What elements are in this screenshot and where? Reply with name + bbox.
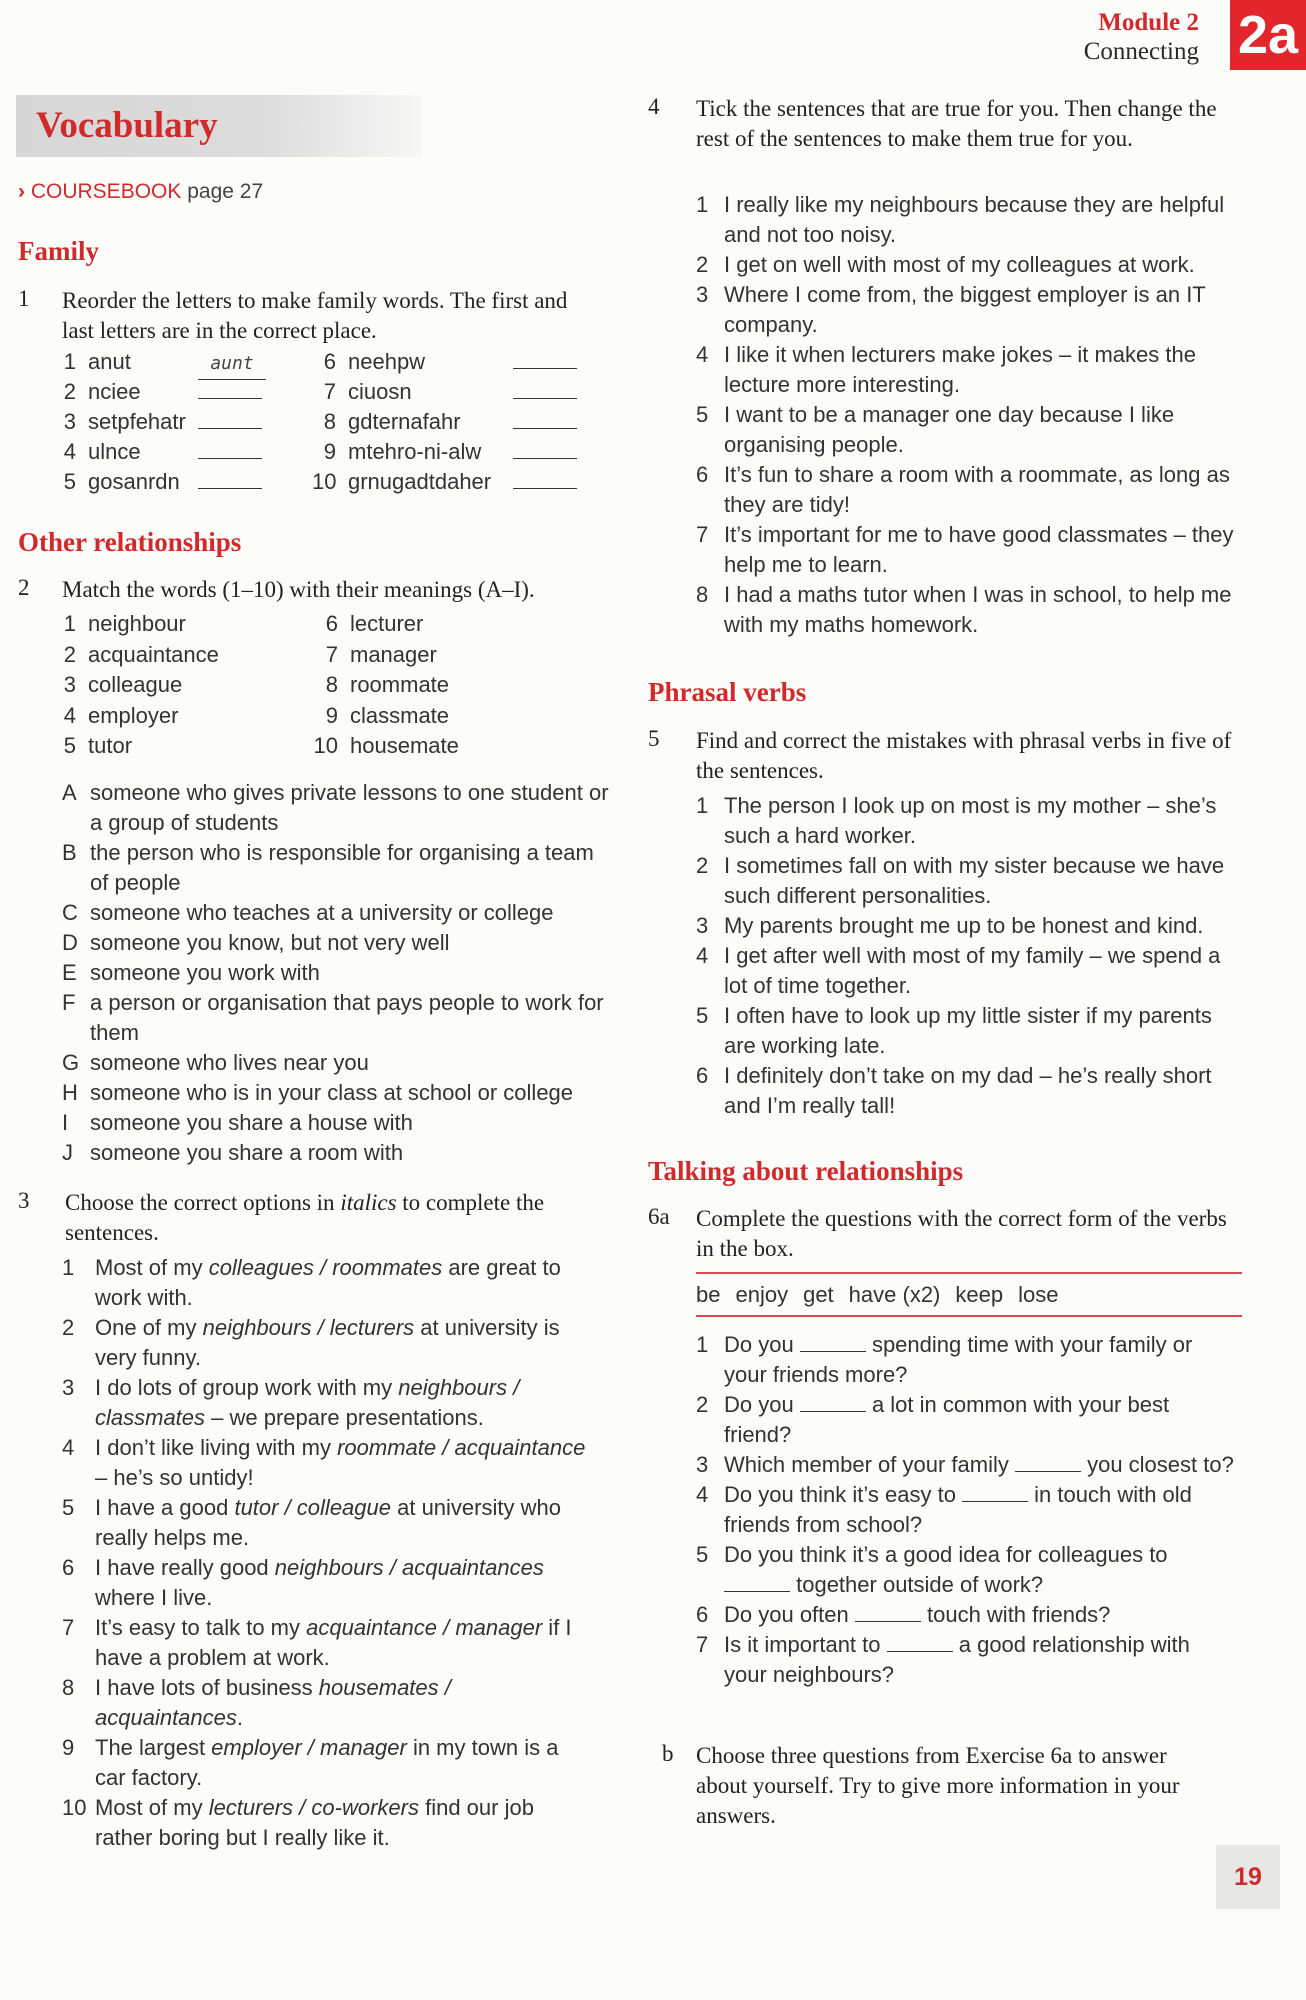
meaning-text: someone you know, but not very well: [90, 930, 450, 955]
page-number: 19: [1216, 1845, 1280, 1909]
relationship-word: employer: [88, 702, 179, 728]
item-number: 5: [696, 402, 709, 427]
sentence-text: [62, 1493, 595, 1553]
meaning-letter: C: [62, 900, 78, 925]
ex3-sentence: [62, 1733, 622, 1793]
vocabulary-banner: [16, 95, 422, 157]
module-subtitle: Connecting: [1083, 38, 1199, 65]
ex4-sentence: [696, 400, 1241, 460]
ex6a-question: [696, 1390, 1241, 1450]
option-choices[interactable]: colleagues / roommates: [208, 1255, 443, 1280]
ex1-item: [312, 467, 612, 497]
item-number: 3: [63, 409, 76, 434]
option-choices[interactable]: lecturers / co-workers: [208, 1795, 419, 1820]
question-post: you closest to?: [1080, 1452, 1234, 1477]
meaning-item: [62, 1078, 622, 1108]
ex5-sentences: [696, 791, 1241, 1121]
ex2-wordlist: [62, 609, 622, 764]
ex4-instruction: Tick the sentences that are true for you. Then change the rest of the sentences to make them true for you.: [696, 96, 1217, 151]
answer-blank[interactable]: [724, 1573, 790, 1592]
sentence-text: The person I look up on most is my mother – she’s such a hard worker.: [724, 793, 1217, 848]
ex6a-question: [696, 1330, 1241, 1390]
item-number: 7: [696, 522, 709, 547]
ex6a-questions: [696, 1330, 1241, 1690]
ex2-number: 2: [18, 575, 30, 600]
answer-blank[interactable]: [1015, 1453, 1081, 1472]
sentence-pre: It’s easy to talk to my: [95, 1615, 307, 1640]
module-label: Module 2: [1098, 9, 1199, 36]
ex1-item: [62, 347, 312, 377]
meaning-item: [62, 1048, 622, 1078]
sentence-post: if I have a problem at work.: [95, 1615, 572, 1670]
sentence-text: I often have to look up my little sister if my parents are working late.: [724, 1003, 1212, 1058]
answer-blank[interactable]: [800, 1333, 866, 1352]
meaning-letter: G: [62, 1050, 80, 1075]
sentence-text: It’s important for me to have good classmates – they help me to learn.: [724, 522, 1234, 577]
ex1-item: [62, 467, 312, 497]
ex3-sentence: [62, 1253, 622, 1313]
meaning-text: someone you share a room with: [90, 1140, 404, 1165]
relationship-word: classmate: [350, 702, 450, 728]
coursebook-label: COURSEBOOK: [30, 180, 182, 203]
item-number: 2: [63, 641, 76, 667]
ex6a-instruction: Complete the questions with the correct form of the verbs in the box.: [696, 1206, 1227, 1261]
relationship-word: roommate: [350, 672, 450, 697]
ex3-sentence: [62, 1313, 622, 1373]
option-choices[interactable]: neighbours / classmates: [95, 1375, 520, 1430]
item-number: 5: [62, 1495, 75, 1520]
question-post: touch with friends?: [920, 1602, 1111, 1627]
ex5-instruction: Find and correct the mistakes with phrasal verbs in five of the sentences.: [696, 728, 1232, 783]
ex6a-number: 6a: [648, 1204, 670, 1229]
item-number: 9: [323, 439, 336, 464]
ex1-item: [62, 377, 312, 407]
ex1-instruction: Reorder the letters to make family words. The first and last letters are in the correct place.: [62, 288, 568, 343]
item-number: 2: [696, 252, 709, 277]
relationship-word: acquaintance: [88, 641, 219, 667]
box-verb: have (x2): [848, 1282, 941, 1307]
ex1-item: [62, 407, 312, 437]
answer-blank[interactable]: [198, 410, 262, 429]
item-number: 7: [62, 1615, 75, 1640]
item-number: 1: [696, 793, 709, 818]
meaning-text: someone who gives private lessons to one student or a group of students: [90, 780, 609, 835]
sentence-pre: Most of my: [95, 1255, 209, 1280]
sentence-text: I sometimes fall on with my sister because we have such different personalities.: [724, 853, 1225, 908]
item-number: 1: [62, 1255, 75, 1280]
answer-blank[interactable]: [513, 440, 577, 459]
ex2-word-item: [62, 609, 302, 640]
ex6b-number: b: [662, 1741, 674, 1766]
meaning-letter: B: [62, 840, 77, 865]
sentence-text: It’s fun to share a room with a roommate, as long as they are tidy!: [724, 462, 1230, 517]
ex2-word-item: [302, 670, 602, 701]
sentence-post: in my town is a car factory.: [95, 1735, 559, 1790]
scrambled-word: nciee: [88, 379, 141, 404]
sentence-text: I had a maths tutor when I was in school, to help me with my maths homework.: [724, 582, 1232, 637]
meaning-letter: D: [62, 930, 78, 955]
sentence-pre: I have a good: [95, 1495, 235, 1520]
ex2-word-item: [302, 701, 602, 732]
question-pre: Do you: [724, 1332, 800, 1357]
item-number: 3: [696, 1452, 709, 1477]
ex2-word-item: [62, 701, 302, 732]
ex2-word-item: [62, 640, 302, 671]
ex5-sentence: [696, 1001, 1241, 1061]
question-pre: Which member of your family: [724, 1452, 1015, 1477]
ex1-item: [312, 347, 612, 377]
question-post: spending time with your family or your friends more?: [724, 1332, 1193, 1387]
ex4-number: 4: [648, 94, 660, 119]
item-number: 7: [696, 1632, 709, 1657]
ex3-sentence: [62, 1373, 622, 1433]
sentence-post: at university is very funny.: [95, 1315, 560, 1370]
item-number: 6: [323, 349, 336, 374]
meaning-text: someone who is in your class at school or college: [90, 1080, 574, 1105]
meaning-item: [62, 838, 622, 898]
sentence-text: [62, 1673, 595, 1733]
meaning-letter: A: [62, 780, 77, 805]
relationship-word: neighbour: [88, 611, 186, 636]
question-text: [696, 1540, 1236, 1600]
sentence-post: are great to work with.: [95, 1255, 561, 1310]
item-number: 10: [62, 1795, 87, 1820]
ex4-sentence: [696, 460, 1241, 520]
sentence-pre: Most of my: [95, 1795, 209, 1820]
meaning-item: [62, 898, 622, 928]
item-number: 2: [62, 1315, 75, 1340]
option-choices[interactable]: employer / manager: [211, 1735, 407, 1760]
meaning-text: someone who lives near you: [90, 1050, 369, 1075]
ex1-item: [312, 407, 612, 437]
ex3-sentence: [62, 1613, 622, 1673]
answer-blank[interactable]: [513, 410, 577, 429]
sentence-post: where I live.: [95, 1585, 213, 1610]
box-verb: lose: [1018, 1282, 1059, 1307]
option-choices[interactable]: neighbours / acquaintances: [274, 1555, 544, 1580]
sentence-post: – he’s so untidy!: [95, 1465, 254, 1490]
meaning-item: [62, 778, 622, 838]
item-number: 6: [696, 1602, 709, 1627]
question-post: together outside of work?: [790, 1572, 1044, 1597]
ex6a-question: [696, 1630, 1241, 1690]
ex5-sentence: [696, 941, 1241, 1001]
item-number: 8: [62, 1675, 75, 1700]
meaning-item: [62, 1108, 622, 1138]
verb-box: [696, 1280, 1242, 1310]
item-number: 5: [63, 469, 76, 494]
meaning-letter: F: [62, 990, 76, 1015]
item-number: 6: [696, 462, 709, 487]
answer-blank[interactable]: [887, 1633, 953, 1652]
ex3-sentence: [62, 1793, 622, 1853]
ex6a-question: [696, 1540, 1241, 1600]
ex2-word-item: [62, 670, 302, 701]
ex5-sentence: [696, 911, 1241, 941]
sentence-text: [62, 1613, 595, 1673]
question-pre: Do you think it’s easy to: [724, 1482, 963, 1507]
item-number: 4: [63, 702, 76, 728]
item-number: 6: [696, 1063, 709, 1088]
item-number: 2: [696, 1392, 709, 1417]
item-number: 8: [323, 409, 336, 434]
item-number: 10: [312, 469, 337, 494]
item-number: 3: [62, 1375, 75, 1400]
ex1-item: [312, 377, 612, 407]
item-number: 1: [63, 349, 76, 374]
sentence-text: [62, 1733, 595, 1793]
meaning-letter: I: [62, 1110, 69, 1135]
answer-blank[interactable]: [513, 380, 577, 399]
coursebook-ref: [18, 180, 263, 204]
relationship-word: tutor: [88, 733, 133, 758]
item-number: 3: [696, 282, 709, 307]
sentence-text: I really like my neighbours because they are helpful and not too noisy.: [724, 192, 1225, 247]
ex2-word-item: [62, 731, 302, 762]
answer-blank[interactable]: [198, 440, 262, 459]
meaning-text: someone you share a house with: [90, 1110, 413, 1135]
answer-blank[interactable]: [513, 470, 577, 489]
box-verb: get: [803, 1282, 834, 1307]
question-text: [696, 1450, 1236, 1480]
sentence-text: [62, 1553, 595, 1613]
ex4-sentence: [696, 190, 1241, 250]
section-other-relationships-title: Other relationships: [18, 527, 242, 557]
meaning-letter: J: [62, 1140, 73, 1165]
item-number: 4: [696, 943, 709, 968]
question-text: [696, 1480, 1236, 1540]
ex6b-instruction: Choose three questions from Exercise 6a to answer about yourself. Try to give more information in your answers.: [696, 1743, 1180, 1828]
item-number: 6: [62, 1555, 75, 1580]
ex6a-question: [696, 1600, 1241, 1630]
question-pre: Do you think it’s a good idea for colleagues to: [724, 1542, 1168, 1567]
ex1-number: 1: [18, 286, 30, 311]
sentence-text: I like it when lecturers make jokes – it makes the lecture more interesting.: [724, 342, 1196, 397]
ex2-meanings-list: [62, 778, 622, 1168]
coursebook-page: page 27: [187, 180, 264, 203]
relationship-word: manager: [350, 641, 437, 667]
question-text: [696, 1600, 1236, 1630]
sentence-pre: I don’t like living with my: [95, 1435, 338, 1460]
ex3-sentence: [62, 1553, 622, 1613]
sentence-text: I want to be a manager one day because I like organising people.: [724, 402, 1175, 457]
meaning-text: the person who is responsible for organising a team of people: [90, 840, 594, 895]
sentence-post: – we prepare presentations.: [205, 1405, 484, 1430]
ex4-sentences: [696, 190, 1241, 640]
section-family-title: Family: [18, 236, 99, 266]
ex3-instruction-a: Choose the correct options in: [65, 1190, 341, 1215]
sentence-text: I definitely don’t take on my dad – he’s really short and I’m really tall!: [724, 1063, 1212, 1118]
sentence-pre: I have lots of business: [95, 1675, 319, 1700]
ex6a-question: [696, 1480, 1241, 1540]
meaning-text: someone who teaches at a university or college: [90, 900, 554, 925]
sentence-text: I get after well with most of my family – we spend a lot of time together.: [724, 943, 1221, 998]
sentence-text: Where I come from, the biggest employer is an IT company.: [724, 282, 1206, 337]
item-number: 3: [696, 913, 709, 938]
question-text: [696, 1390, 1236, 1450]
answer-blank[interactable]: [513, 350, 577, 369]
sentence-text: [62, 1313, 595, 1373]
item-number: 7: [323, 379, 336, 404]
ex3-instruction: [65, 1188, 610, 1248]
ex3-sentence: [62, 1673, 622, 1733]
ex4-sentence: [696, 580, 1241, 640]
question-pre: Do you often: [724, 1602, 855, 1627]
ex5-sentence: [696, 791, 1241, 851]
answer-blank[interactable]: [855, 1603, 921, 1622]
banner-title: Vocabulary: [36, 105, 218, 146]
box-verb: keep: [955, 1282, 1004, 1307]
example-answer: aunt: [198, 349, 266, 380]
question-text: [696, 1630, 1236, 1690]
box-verb: be: [696, 1282, 721, 1307]
box-top-rule: [696, 1272, 1242, 1274]
ex2-word-item: [302, 640, 602, 671]
ex6a-question: [696, 1450, 1241, 1480]
module-header: [1084, 8, 1199, 66]
question-pre: Do you: [724, 1392, 800, 1417]
scrambled-word: ciuosn: [348, 379, 412, 404]
option-choices[interactable]: neighbours / lecturers: [202, 1315, 415, 1340]
item-number: 4: [696, 1482, 709, 1507]
relationship-word: housemate: [350, 733, 459, 758]
item-number: 2: [63, 379, 76, 404]
meaning-letter: H: [62, 1080, 78, 1105]
scrambled-word: grnugadtdaher: [348, 469, 492, 494]
item-number: 5: [63, 733, 76, 758]
relationship-word: lecturer: [350, 611, 424, 636]
question-text: [696, 1330, 1236, 1390]
item-number: 6: [325, 611, 338, 636]
item-number: 4: [696, 342, 709, 367]
sentence-pre: I have really good: [95, 1555, 275, 1580]
ex3-number: 3: [18, 1188, 30, 1213]
item-number: 3: [63, 672, 76, 697]
ex4-sentence: [696, 340, 1241, 400]
answer-blank[interactable]: [198, 380, 262, 399]
option-choices[interactable]: housemates / acquaintances: [95, 1675, 451, 1730]
ex2-word-item: [302, 609, 602, 640]
item-number: 1: [696, 192, 709, 217]
sentence-text: My parents brought me up to be honest and kind.: [724, 913, 1204, 938]
box-verb: enjoy: [735, 1282, 789, 1307]
meaning-item: [62, 1138, 622, 1168]
item-number: 5: [696, 1003, 709, 1028]
item-number: 9: [325, 702, 338, 728]
scrambled-word: gdternafahr: [348, 409, 461, 434]
item-number: 2: [696, 853, 709, 878]
ex3-sentence: [62, 1433, 622, 1493]
item-number: 1: [696, 1332, 709, 1357]
meaning-text: a person or organisation that pays people to work for them: [90, 990, 604, 1045]
ex1-item: [62, 437, 312, 467]
meaning-item: [62, 958, 622, 988]
ex4-sentence: [696, 520, 1241, 580]
ex4-sentence: [696, 280, 1241, 340]
scrambled-word: anut: [88, 349, 131, 374]
option-choices[interactable]: roommate / acquaintance: [337, 1435, 586, 1460]
sentence-pre: One of my: [95, 1315, 203, 1340]
meaning-item: [62, 928, 622, 958]
ex3-instruction-italic: italics: [340, 1190, 397, 1215]
ex2-instruction: Match the words (1–10) with their meanings (A–I).: [62, 577, 535, 602]
sentence-post: find our job rather boring but I really like it.: [95, 1795, 534, 1850]
item-number: 1: [63, 611, 76, 636]
chevron-right-icon: ›: [18, 180, 25, 203]
scrambled-word: mtehro-ni-alw: [348, 439, 482, 464]
item-number: 7: [325, 641, 338, 667]
question-post: a lot in common with your best friend?: [724, 1392, 1170, 1447]
sentence-text: [62, 1253, 595, 1313]
ex4-sentence: [696, 250, 1241, 280]
item-number: 8: [696, 582, 709, 607]
item-number: 10: [313, 733, 338, 758]
section-talking-title: Talking about relationships: [648, 1156, 964, 1186]
question-pre: Is it important to: [724, 1632, 887, 1657]
unit-tab: 2a: [1230, 0, 1306, 70]
question-post: in touch with old friends from school?: [724, 1482, 1192, 1537]
ex2-word-item: [302, 731, 602, 762]
ex3-sentences: [62, 1253, 622, 1853]
sentence-text: I get on well with most of my colleagues at work.: [724, 252, 1195, 277]
ex3-sentence: [62, 1493, 622, 1553]
ex5-number: 5: [648, 726, 660, 751]
item-number: 8: [325, 672, 338, 697]
sentence-post: .: [236, 1705, 244, 1730]
sentence-text: [62, 1793, 595, 1853]
scrambled-word: setpfehatr: [88, 409, 186, 434]
relationship-word: colleague: [88, 672, 183, 697]
answer-blank[interactable]: [800, 1393, 866, 1412]
box-bottom-rule: [696, 1315, 1242, 1317]
item-number: 4: [62, 1435, 75, 1460]
item-number: 5: [696, 1542, 709, 1567]
sentence-text: [62, 1373, 595, 1433]
item-number: 4: [63, 439, 76, 464]
meaning-text: someone you work with: [90, 960, 320, 985]
ex1-item: [312, 437, 612, 467]
answer-blank[interactable]: [198, 470, 262, 489]
ex5-sentence: [696, 1061, 1241, 1121]
scrambled-word: neehpw: [348, 349, 426, 374]
sentence-pre: The largest: [95, 1735, 212, 1760]
item-number: 9: [62, 1735, 75, 1760]
ex5-sentence: [696, 851, 1241, 911]
meaning-item: [62, 988, 622, 1048]
sentence-text: [62, 1433, 595, 1493]
scrambled-word: gosanrdn: [88, 469, 180, 494]
section-phrasal-verbs-title: Phrasal verbs: [648, 677, 807, 707]
scrambled-word: ulnce: [88, 439, 141, 464]
answer-blank[interactable]: [962, 1483, 1028, 1502]
sentence-post: at university who really helps me.: [95, 1495, 561, 1550]
sentence-pre: I do lots of group work with my: [95, 1375, 399, 1400]
meaning-letter: E: [62, 960, 77, 985]
ex3-instruction-b: to complete the sentences.: [65, 1190, 545, 1245]
option-choices[interactable]: acquaintance / manager: [306, 1615, 543, 1640]
option-choices[interactable]: tutor / colleague: [234, 1495, 391, 1520]
question-post: a good relationship with your neighbours?: [724, 1632, 1190, 1687]
